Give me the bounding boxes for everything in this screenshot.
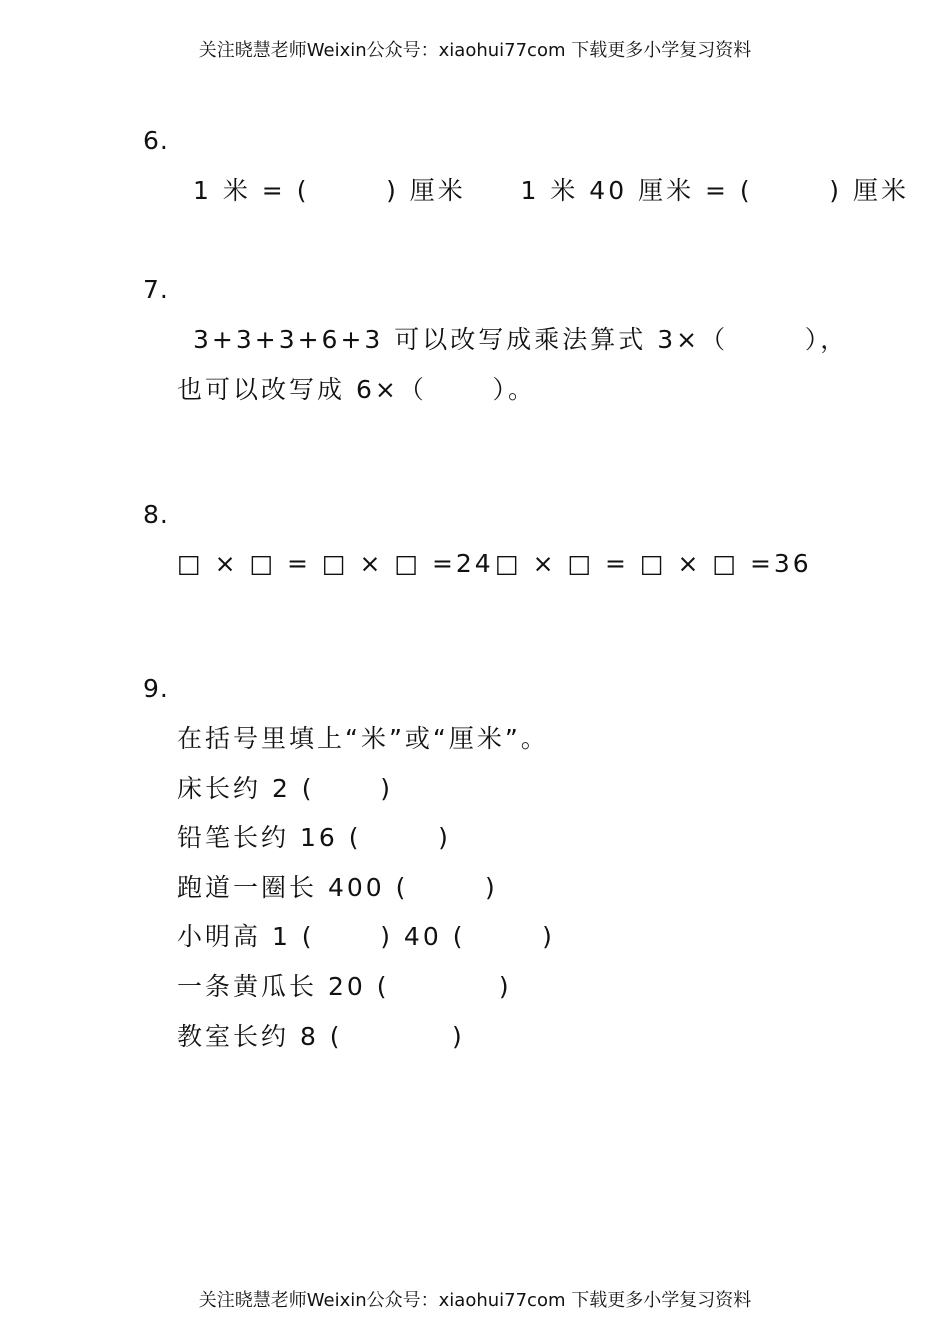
question-6-text: 1 米 = ( ) 厘米 1 米 40 厘米 = ( ) 厘米 — [193, 176, 909, 205]
question-7-line-2: 也可以改写成 6×（ ）。 — [177, 375, 536, 404]
question-8-number: 8. — [143, 500, 169, 529]
question-9-item: 教室长约 8 ( ) — [177, 1022, 465, 1051]
question-6-number: 6. — [143, 126, 169, 155]
question-9-item: 小明高 1 ( ) 40 ( ) — [177, 922, 555, 951]
question-8-right-equation: □ × □ = □ × □ =36 — [495, 549, 812, 578]
question-8-left-equation: □ × □ = □ × □ =24 — [177, 549, 494, 578]
question-9-item: 一条黄瓜长 20 ( ) — [177, 972, 512, 1001]
question-7-number: 7. — [143, 275, 169, 304]
question-9-number: 9. — [143, 674, 169, 703]
question-9-item: 跑道一圈长 400 ( ) — [177, 873, 498, 902]
page-footer: 关注晓慧老师Weixin公众号：xiaohui77com 下载更多小学复习资料 — [198, 1290, 752, 1311]
question-7-line-1: 3+3+3+6+3 可以改写成乘法算式 3×（ ）， — [193, 325, 849, 354]
question-9-item: 床长约 2 ( ) — [177, 774, 393, 803]
page-header: 关注晓慧老师Weixin公众号：xiaohui77com 下载更多小学复习资料 — [198, 40, 752, 61]
question-9-item: 铅笔长约 16 ( ) — [177, 823, 451, 852]
question-9-instruction: 在括号里填上“米”或“厘米”。 — [177, 724, 549, 753]
